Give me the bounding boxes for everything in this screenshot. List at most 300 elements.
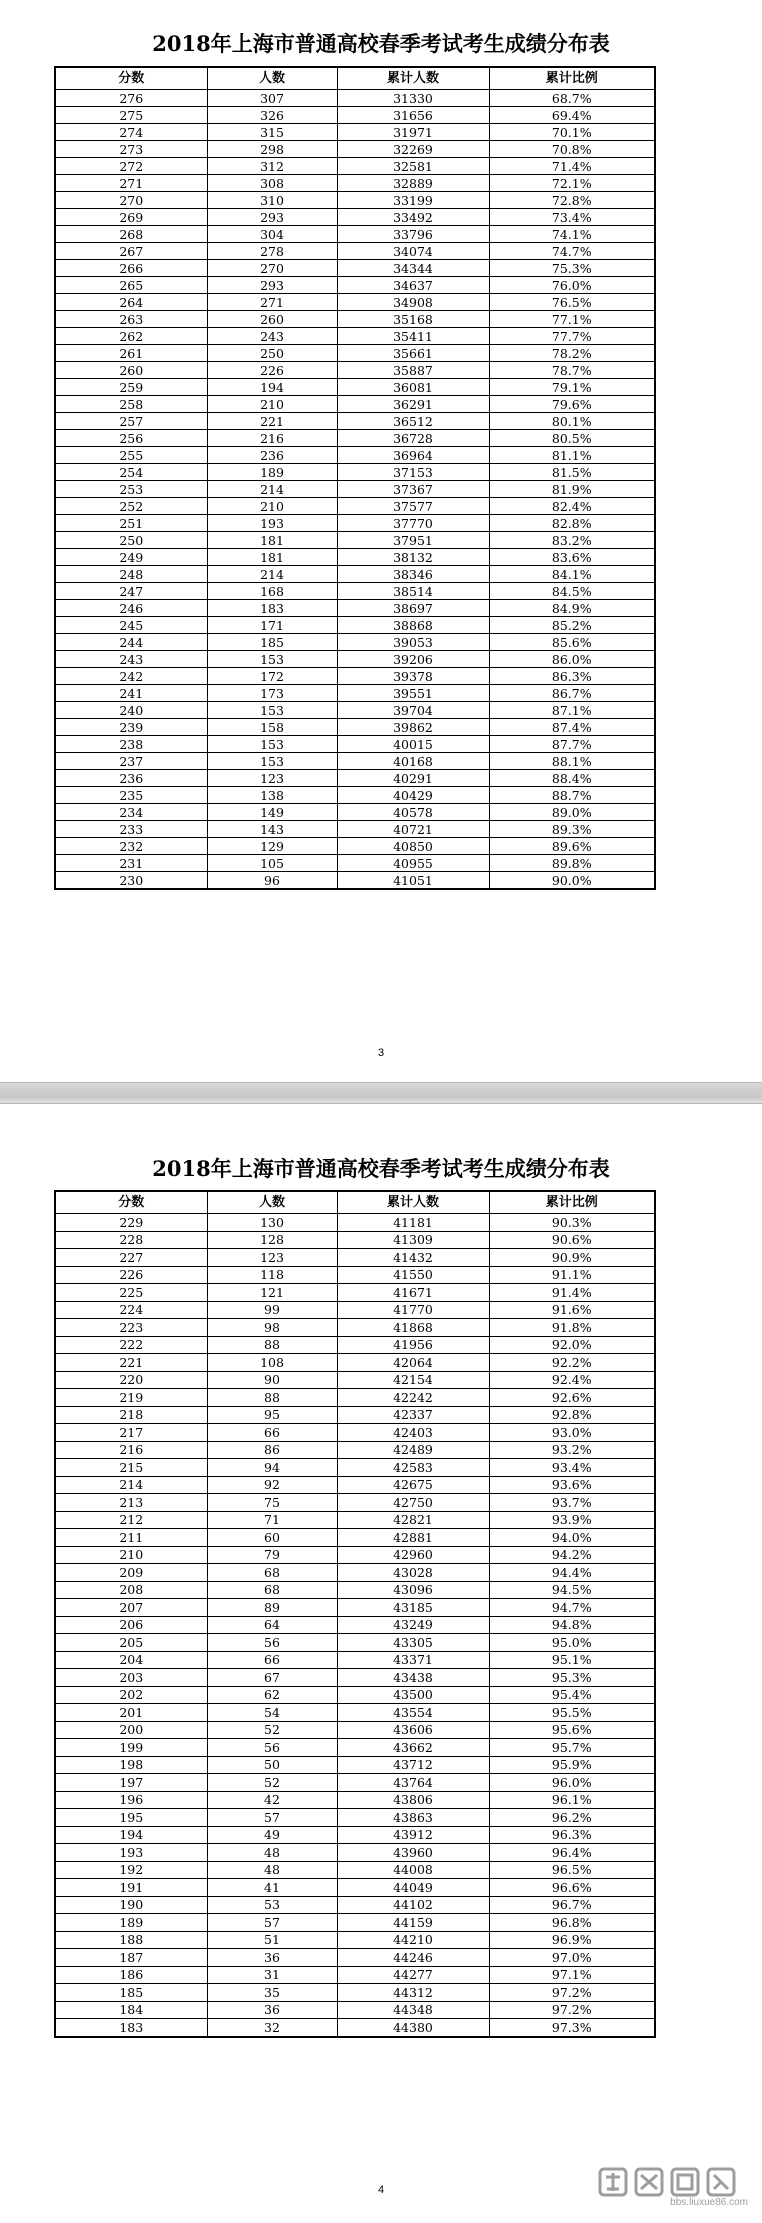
count-cell: 94: [207, 1459, 337, 1477]
cumulative-count-cell: 44159: [337, 1914, 489, 1932]
cumulative-count-cell: 39378: [337, 668, 489, 685]
cumulative-ratio-cell: 93.4%: [489, 1459, 655, 1477]
score-cell: 255: [55, 447, 207, 464]
table-header-row: [55, 67, 655, 90]
watermark-logo-icon: [598, 2163, 748, 2199]
cumulative-count-cell: 44277: [337, 1966, 489, 1984]
cumulative-ratio-cell: 74.1%: [489, 226, 655, 243]
cumulative-ratio-cell: 82.4%: [489, 498, 655, 515]
count-cell: 36: [207, 2001, 337, 2019]
count-cell: 304: [207, 226, 337, 243]
cumulative-count-cell: 33199: [337, 192, 489, 209]
score-cell: 247: [55, 583, 207, 600]
count-cell: 105: [207, 855, 337, 872]
score-cell: 236: [55, 770, 207, 787]
cumulative-count-cell: 35887: [337, 362, 489, 379]
count-cell: 236: [207, 447, 337, 464]
table-row: [55, 736, 655, 753]
header-score: 分数: [55, 1191, 207, 1214]
table-row: [55, 1371, 655, 1389]
cumulative-count-cell: 32269: [337, 141, 489, 158]
score-cell: 223: [55, 1319, 207, 1337]
cumulative-count-cell: 43712: [337, 1756, 489, 1774]
count-cell: 79: [207, 1546, 337, 1564]
count-cell: 143: [207, 821, 337, 838]
count-cell: 153: [207, 736, 337, 753]
count-cell: 293: [207, 209, 337, 226]
score-cell: 206: [55, 1616, 207, 1634]
count-cell: 153: [207, 753, 337, 770]
cumulative-ratio-cell: 85.6%: [489, 634, 655, 651]
score-cell: 188: [55, 1931, 207, 1949]
table-row: [55, 464, 655, 481]
table-row: [55, 1546, 655, 1564]
score-cell: 258: [55, 396, 207, 413]
table-row: [55, 1966, 655, 1984]
score-cell: 195: [55, 1809, 207, 1827]
cumulative-count-cell: 44312: [337, 1984, 489, 2002]
score-cell: 193: [55, 1844, 207, 1862]
score-cell: 197: [55, 1774, 207, 1792]
count-cell: 86: [207, 1441, 337, 1459]
count-cell: 153: [207, 702, 337, 719]
score-cell: 229: [55, 1214, 207, 1232]
score-cell: 257: [55, 413, 207, 430]
score-cell: 208: [55, 1581, 207, 1599]
cumulative-ratio-cell: 96.6%: [489, 1879, 655, 1897]
cumulative-count-cell: 43662: [337, 1739, 489, 1757]
score-cell: 261: [55, 345, 207, 362]
cumulative-ratio-cell: 68.7%: [489, 90, 655, 107]
cumulative-ratio-cell: 91.8%: [489, 1319, 655, 1337]
count-cell: 52: [207, 1721, 337, 1739]
table-row: [55, 1476, 655, 1494]
score-cell: 241: [55, 685, 207, 702]
cumulative-ratio-cell: 94.2%: [489, 1546, 655, 1564]
cumulative-ratio-cell: 95.5%: [489, 1704, 655, 1722]
table-row: [55, 1914, 655, 1932]
header-count: 人数: [207, 1191, 337, 1214]
cumulative-ratio-cell: 94.4%: [489, 1564, 655, 1582]
cumulative-ratio-cell: 78.2%: [489, 345, 655, 362]
cumulative-count-cell: 41181: [337, 1214, 489, 1232]
table-row: [55, 1266, 655, 1284]
cumulative-count-cell: 35411: [337, 328, 489, 345]
count-cell: 92: [207, 1476, 337, 1494]
table-row: [55, 634, 655, 651]
cumulative-ratio-cell: 86.7%: [489, 685, 655, 702]
table-row: [55, 430, 655, 447]
count-cell: 138: [207, 787, 337, 804]
table-row: [55, 753, 655, 770]
table-row: [55, 855, 655, 872]
count-cell: 307: [207, 90, 337, 107]
cumulative-count-cell: 43096: [337, 1581, 489, 1599]
table-row: [55, 787, 655, 804]
cumulative-count-cell: 39206: [337, 651, 489, 668]
table-row: [55, 702, 655, 719]
cumulative-ratio-cell: 96.7%: [489, 1896, 655, 1914]
score-cell: 276: [55, 90, 207, 107]
cumulative-ratio-cell: 96.5%: [489, 1861, 655, 1879]
score-cell: 253: [55, 481, 207, 498]
count-cell: 108: [207, 1354, 337, 1372]
cumulative-ratio-cell: 87.4%: [489, 719, 655, 736]
table-row: [55, 158, 655, 175]
table-row: [55, 1931, 655, 1949]
cumulative-count-cell: 43960: [337, 1844, 489, 1862]
count-cell: 310: [207, 192, 337, 209]
score-cell: 235: [55, 787, 207, 804]
table-row: [55, 1739, 655, 1757]
score-cell: 273: [55, 141, 207, 158]
cumulative-ratio-cell: 96.3%: [489, 1826, 655, 1844]
cumulative-count-cell: 43185: [337, 1599, 489, 1617]
page-separator: [0, 1082, 762, 1104]
cumulative-count-cell: 40721: [337, 821, 489, 838]
count-cell: 210: [207, 396, 337, 413]
cumulative-count-cell: 43500: [337, 1686, 489, 1704]
cumulative-ratio-cell: 71.4%: [489, 158, 655, 175]
header-cumulative-count: 累计人数: [337, 67, 489, 90]
table-row: [55, 600, 655, 617]
table-row: [55, 107, 655, 124]
table-row: [55, 413, 655, 430]
cumulative-count-cell: 41770: [337, 1301, 489, 1319]
score-cell: 192: [55, 1861, 207, 1879]
cumulative-count-cell: 40291: [337, 770, 489, 787]
table-row: [55, 1984, 655, 2002]
score-cell: 217: [55, 1424, 207, 1442]
cumulative-count-cell: 40955: [337, 855, 489, 872]
count-cell: 216: [207, 430, 337, 447]
table-row: [55, 1616, 655, 1634]
cumulative-ratio-cell: 84.9%: [489, 600, 655, 617]
cumulative-ratio-cell: 86.3%: [489, 668, 655, 685]
score-cell: 200: [55, 1721, 207, 1739]
score-cell: 234: [55, 804, 207, 821]
cumulative-count-cell: 31330: [337, 90, 489, 107]
cumulative-ratio-cell: 97.0%: [489, 1949, 655, 1967]
count-cell: 214: [207, 566, 337, 583]
cumulative-count-cell: 42489: [337, 1441, 489, 1459]
count-cell: 31: [207, 1966, 337, 1984]
table-row: [55, 1564, 655, 1582]
table-row: [55, 1599, 655, 1617]
count-cell: 42: [207, 1791, 337, 1809]
count-cell: 48: [207, 1861, 337, 1879]
cumulative-ratio-cell: 89.6%: [489, 838, 655, 855]
score-cell: 209: [55, 1564, 207, 1582]
score-cell: 268: [55, 226, 207, 243]
cumulative-ratio-cell: 77.7%: [489, 328, 655, 345]
table-row: [55, 1406, 655, 1424]
cumulative-count-cell: 31656: [337, 107, 489, 124]
count-cell: 56: [207, 1634, 337, 1652]
score-cell: 264: [55, 294, 207, 311]
score-cell: 228: [55, 1231, 207, 1249]
score-cell: 183: [55, 2019, 207, 2037]
cumulative-count-cell: 36964: [337, 447, 489, 464]
cumulative-count-cell: 42881: [337, 1529, 489, 1547]
page-number: 4: [377, 2184, 385, 2196]
count-cell: 68: [207, 1564, 337, 1582]
cumulative-ratio-cell: 97.1%: [489, 1966, 655, 1984]
count-cell: 41: [207, 1879, 337, 1897]
table-row: [55, 175, 655, 192]
count-cell: 128: [207, 1231, 337, 1249]
table-row: [55, 1756, 655, 1774]
cumulative-ratio-cell: 92.0%: [489, 1336, 655, 1354]
cumulative-ratio-cell: 93.9%: [489, 1511, 655, 1529]
cumulative-ratio-cell: 93.6%: [489, 1476, 655, 1494]
table-row: [55, 124, 655, 141]
table-row: [55, 651, 655, 668]
cumulative-ratio-cell: 95.9%: [489, 1756, 655, 1774]
cumulative-ratio-cell: 81.1%: [489, 447, 655, 464]
table-row: [55, 498, 655, 515]
table-row: [55, 1354, 655, 1372]
score-cell: 227: [55, 1249, 207, 1267]
cumulative-ratio-cell: 82.8%: [489, 515, 655, 532]
score-cell: 214: [55, 1476, 207, 1494]
cumulative-count-cell: 43764: [337, 1774, 489, 1792]
cumulative-ratio-cell: 83.2%: [489, 532, 655, 549]
score-cell: 204: [55, 1651, 207, 1669]
count-cell: 181: [207, 532, 337, 549]
cumulative-count-cell: 36728: [337, 430, 489, 447]
count-cell: 118: [207, 1266, 337, 1284]
header-cumulative-count: 累计人数: [337, 1191, 489, 1214]
cumulative-ratio-cell: 88.1%: [489, 753, 655, 770]
count-cell: 60: [207, 1529, 337, 1547]
cumulative-count-cell: 44102: [337, 1896, 489, 1914]
cumulative-count-cell: 37770: [337, 515, 489, 532]
score-cell: 272: [55, 158, 207, 175]
score-distribution-table: [54, 66, 656, 890]
table-row: [55, 226, 655, 243]
count-cell: 54: [207, 1704, 337, 1722]
score-cell: 222: [55, 1336, 207, 1354]
cumulative-count-cell: 38697: [337, 600, 489, 617]
score-cell: 237: [55, 753, 207, 770]
cumulative-count-cell: 43249: [337, 1616, 489, 1634]
count-cell: 95: [207, 1406, 337, 1424]
cumulative-count-cell: 44348: [337, 2001, 489, 2019]
cumulative-ratio-cell: 86.0%: [489, 651, 655, 668]
table-row: [55, 260, 655, 277]
page-title: 2018年上海市普通高校春季考试考生成绩分布表: [152, 31, 610, 56]
header-cumulative-ratio: 累计比例: [489, 1191, 655, 1214]
cumulative-count-cell: 38346: [337, 566, 489, 583]
count-cell: 185: [207, 634, 337, 651]
score-cell: 187: [55, 1949, 207, 1967]
score-cell: 184: [55, 2001, 207, 2019]
cumulative-ratio-cell: 70.1%: [489, 124, 655, 141]
count-cell: 278: [207, 243, 337, 260]
cumulative-count-cell: 42403: [337, 1424, 489, 1442]
count-cell: 71: [207, 1511, 337, 1529]
cumulative-ratio-cell: 81.5%: [489, 464, 655, 481]
cumulative-ratio-cell: 95.1%: [489, 1651, 655, 1669]
score-cell: 242: [55, 668, 207, 685]
score-cell: 274: [55, 124, 207, 141]
table-row: [55, 668, 655, 685]
cumulative-count-cell: 35661: [337, 345, 489, 362]
table-row: [55, 549, 655, 566]
count-cell: 181: [207, 549, 337, 566]
score-cell: 219: [55, 1389, 207, 1407]
cumulative-ratio-cell: 94.0%: [489, 1529, 655, 1547]
count-cell: 35: [207, 1984, 337, 2002]
table-row: [55, 277, 655, 294]
table-row: [55, 685, 655, 702]
table-row: [55, 192, 655, 209]
score-cell: 244: [55, 634, 207, 651]
count-cell: 123: [207, 770, 337, 787]
score-cell: 196: [55, 1791, 207, 1809]
score-cell: 243: [55, 651, 207, 668]
score-cell: 246: [55, 600, 207, 617]
count-cell: 52: [207, 1774, 337, 1792]
table-row: [55, 1581, 655, 1599]
cumulative-ratio-cell: 90.0%: [489, 872, 655, 890]
table-row: [55, 1249, 655, 1267]
score-cell: 240: [55, 702, 207, 719]
table-row: [55, 566, 655, 583]
cumulative-count-cell: 37153: [337, 464, 489, 481]
site-watermark: [578, 2163, 748, 2217]
count-cell: 194: [207, 379, 337, 396]
cumulative-count-cell: 37577: [337, 498, 489, 515]
count-cell: 66: [207, 1651, 337, 1669]
table-row: [55, 1319, 655, 1337]
cumulative-ratio-cell: 81.9%: [489, 481, 655, 498]
table-row: [55, 821, 655, 838]
table-row: [55, 2001, 655, 2019]
score-cell: 203: [55, 1669, 207, 1687]
score-cell: 199: [55, 1739, 207, 1757]
score-cell: 221: [55, 1354, 207, 1372]
cumulative-count-cell: 42154: [337, 1371, 489, 1389]
cumulative-ratio-cell: 88.7%: [489, 787, 655, 804]
score-cell: 267: [55, 243, 207, 260]
cumulative-ratio-cell: 90.3%: [489, 1214, 655, 1232]
cumulative-count-cell: 34908: [337, 294, 489, 311]
count-cell: 326: [207, 107, 337, 124]
cumulative-ratio-cell: 69.4%: [489, 107, 655, 124]
cumulative-ratio-cell: 94.8%: [489, 1616, 655, 1634]
cumulative-ratio-cell: 96.1%: [489, 1791, 655, 1809]
table-row: [55, 1231, 655, 1249]
score-cell: 205: [55, 1634, 207, 1652]
cumulative-count-cell: 42960: [337, 1546, 489, 1564]
count-cell: 62: [207, 1686, 337, 1704]
score-cell: 245: [55, 617, 207, 634]
cumulative-count-cell: 42750: [337, 1494, 489, 1512]
cumulative-count-cell: 43912: [337, 1826, 489, 1844]
cumulative-count-cell: 39704: [337, 702, 489, 719]
score-cell: 231: [55, 855, 207, 872]
cumulative-ratio-cell: 85.2%: [489, 617, 655, 634]
table-row: [55, 1634, 655, 1652]
cumulative-count-cell: 40578: [337, 804, 489, 821]
cumulative-ratio-cell: 77.1%: [489, 311, 655, 328]
cumulative-count-cell: 44246: [337, 1949, 489, 1967]
count-cell: 57: [207, 1809, 337, 1827]
score-cell: 226: [55, 1266, 207, 1284]
score-cell: 265: [55, 277, 207, 294]
cumulative-count-cell: 38514: [337, 583, 489, 600]
cumulative-ratio-cell: 84.1%: [489, 566, 655, 583]
table-row: [55, 1424, 655, 1442]
score-cell: 259: [55, 379, 207, 396]
count-cell: 67: [207, 1669, 337, 1687]
cumulative-ratio-cell: 92.6%: [489, 1389, 655, 1407]
table-row: [55, 1774, 655, 1792]
count-cell: 298: [207, 141, 337, 158]
table-row: [55, 294, 655, 311]
cumulative-ratio-cell: 95.4%: [489, 1686, 655, 1704]
cumulative-ratio-cell: 92.8%: [489, 1406, 655, 1424]
header-cumulative-ratio: 累计比例: [489, 67, 655, 90]
count-cell: 153: [207, 651, 337, 668]
score-cell: 198: [55, 1756, 207, 1774]
cumulative-count-cell: 44049: [337, 1879, 489, 1897]
score-cell: 185: [55, 1984, 207, 2002]
table-row: [55, 1704, 655, 1722]
cumulative-count-cell: 42583: [337, 1459, 489, 1477]
cumulative-ratio-cell: 90.9%: [489, 1249, 655, 1267]
score-cell: 216: [55, 1441, 207, 1459]
table-row: [55, 1669, 655, 1687]
count-cell: 210: [207, 498, 337, 515]
cumulative-count-cell: 41868: [337, 1319, 489, 1337]
score-cell: 251: [55, 515, 207, 532]
count-cell: 48: [207, 1844, 337, 1862]
cumulative-count-cell: 40168: [337, 753, 489, 770]
count-cell: 171: [207, 617, 337, 634]
table-row: [55, 1809, 655, 1827]
score-cell: 239: [55, 719, 207, 736]
count-cell: 56: [207, 1739, 337, 1757]
score-cell: 252: [55, 498, 207, 515]
table-row: [55, 1214, 655, 1232]
table-row: [55, 141, 655, 158]
count-cell: 89: [207, 1599, 337, 1617]
count-cell: 168: [207, 583, 337, 600]
cumulative-count-cell: 40015: [337, 736, 489, 753]
cumulative-count-cell: 43606: [337, 1721, 489, 1739]
count-cell: 53: [207, 1896, 337, 1914]
cumulative-count-cell: 32581: [337, 158, 489, 175]
header-score: 分数: [55, 67, 207, 90]
table-row: [55, 1651, 655, 1669]
count-cell: 193: [207, 515, 337, 532]
count-cell: 250: [207, 345, 337, 362]
cumulative-count-cell: 41051: [337, 872, 489, 890]
table-row: [55, 90, 655, 107]
score-cell: 218: [55, 1406, 207, 1424]
table-row: [55, 1879, 655, 1897]
cumulative-count-cell: 43371: [337, 1651, 489, 1669]
table-row: [55, 1441, 655, 1459]
count-cell: 243: [207, 328, 337, 345]
count-cell: 214: [207, 481, 337, 498]
cumulative-count-cell: 39862: [337, 719, 489, 736]
count-cell: 88: [207, 1389, 337, 1407]
document-page-4: [0, 1104, 762, 2223]
